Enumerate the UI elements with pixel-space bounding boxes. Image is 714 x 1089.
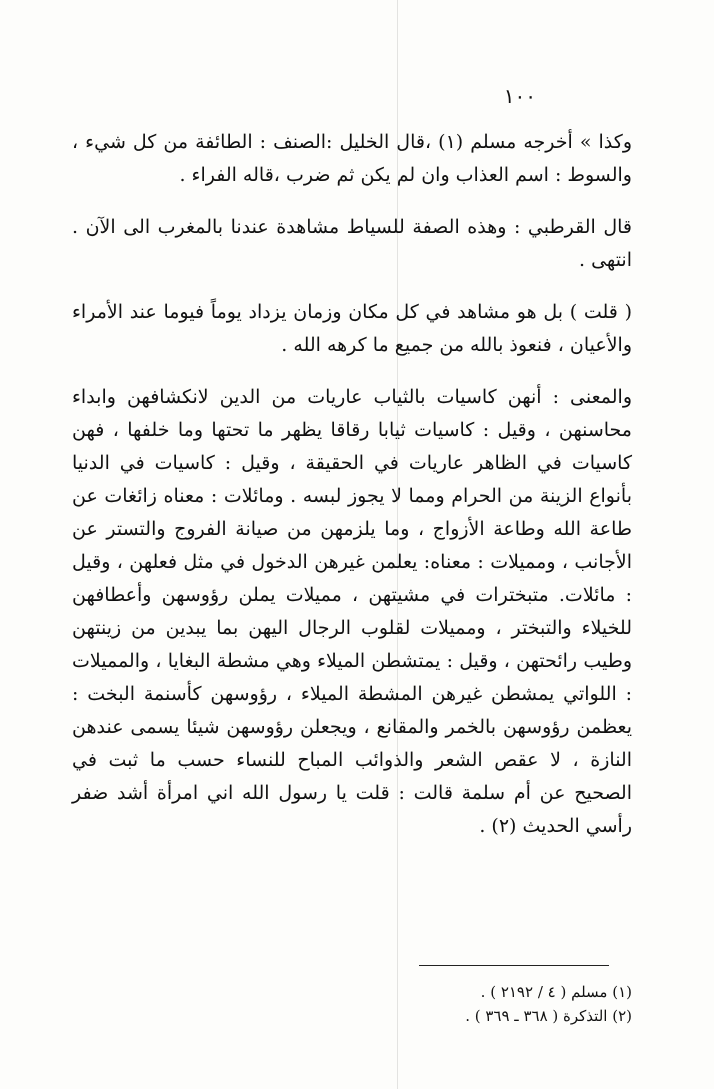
paragraph-meaning: والمعنى : أنهن كاسيات بالثياب عاريات من الدين لانكشافهن وابداء محاسنهن ، وقيل : كاسيات ثيابا رقاقا يظهر ما تحتها وما خلفها ، فهن كاسيات في الظاهر عاريات في الحقيقة ، وقيل : كاسيات في الدنيا بأنواع الزينة من الحرام ومما لا يجوز لبسه . ومائلات : معناه زائغات عن طاعة الله وطاعة الأزواج ، وما يلزمهن من صيانة الفروج والتستر عن الأجانب ، ومميلات : معناه: يعلمن غيرهن الدخول في مثل فعلهن ، وقيل : مائلات. متبخترات في مشيتهن ، مميلات يملن رؤوسهن وأعطافهن للخيلاء والتبختر ، ومميلات لقلوب الرجال اليهن بما يبدين من زينتهن وطيب رائحتهن ، وقيل : يمتشطن الميلاء وهي مشطة البغايا ، والمميلات : اللواتي يمشطن غيرهن المشطة الميلاء ، رؤوسهن كأسنمة البخت : يعظمن رؤوسهن بالخمر والمقانع ، ويجعلن رؤوسهن شيئا يسمى عندهن النازة ، لا عقص الشعر والذوائب المباح للنساء حسب ما ثبت في الصحيح عن أم سلمة قالت : قلت يا رسول الله اني امرأة أشد ضفر رأسي الحديث (٢) . (72, 386, 632, 837)
paragraph-hadith-source: وكذا » أخرجه مسلم (١) ،قال الخليل :الصنف : الطائفة من كل شيء ، والسوط : اسم العذاب وان لم يكن ثم ضرب ،قاله الفراء . (72, 131, 632, 186)
paragraph-author-note: ( قلت ) بل هو مشاهد في كل مكان وزمان يزداد يوماً فيوما عند الأمراء والأعيان ، فنعوذ بالله من جميع ما كرهه الله . (72, 301, 632, 356)
footnote-divider (419, 965, 609, 966)
footnote-1: (١) مسلم ( ٤ / ٢١٩٢ ) . (480, 983, 632, 1001)
main-text (72, 126, 632, 843)
paragraph-qurtubi: قال القرطبي : وهذه الصفة للسياط مشاهدة عندنا بالمغرب الى الآن . انتهى . (72, 216, 632, 271)
footnote-2: (٢) التذكرة ( ٣٦٨ ـ ٣٦٩ ) . (465, 1007, 632, 1025)
footnotes (302, 980, 632, 1028)
page-number: ١٠٠ (503, 84, 536, 108)
